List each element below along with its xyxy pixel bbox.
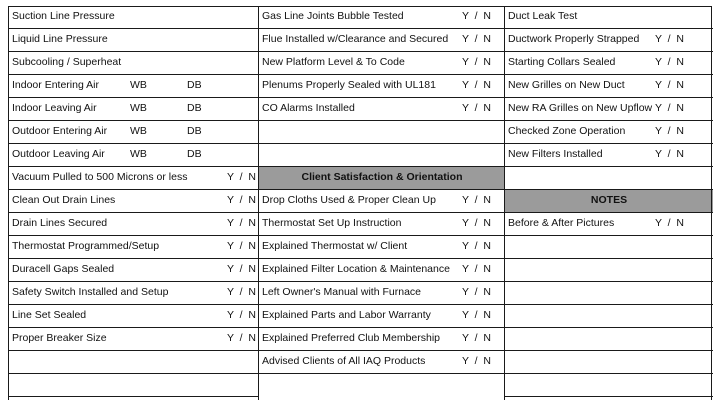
yes-no-choice[interactable]: Y / N xyxy=(655,217,684,229)
wet-bulb-label: WB xyxy=(130,125,147,137)
checklist-row xyxy=(9,374,259,397)
checklist-item-label: Plenums Properly Sealed with UL181 xyxy=(262,79,436,91)
checklist-row xyxy=(505,144,713,167)
checklist-item-label: Safety Switch Installed and Setup xyxy=(12,286,169,298)
checklist-row xyxy=(259,98,505,121)
checklist-item-label: Explained Thermostat w/ Client xyxy=(262,240,408,252)
checklist-item-label: New Platform Level & To Code xyxy=(262,56,405,68)
checklist-row xyxy=(9,351,259,374)
yes-no-choice[interactable]: Y / N xyxy=(462,263,491,275)
yes-no-choice[interactable]: Y / N xyxy=(655,125,684,137)
checklist-item-label: Line Set Sealed xyxy=(12,309,87,321)
yes-no-choice[interactable]: Y / N xyxy=(227,286,256,298)
yes-no-choice[interactable]: Y / N xyxy=(227,217,256,229)
checklist-row xyxy=(505,328,713,351)
checklist-item-label: Explained Filter Location & Maintenance xyxy=(262,263,450,275)
checklist-item-label: Suction Line Pressure xyxy=(12,10,115,22)
yes-no-choice[interactable]: Y / N xyxy=(227,263,256,275)
checklist-row xyxy=(505,167,713,190)
section-header-label: NOTES xyxy=(590,194,628,206)
wet-bulb-label: WB xyxy=(130,148,147,160)
checklist-row xyxy=(505,6,713,29)
yes-no-choice[interactable]: Y / N xyxy=(462,355,491,367)
checklist-item-label: Outdoor Leaving Air xyxy=(12,148,105,160)
yes-no-choice[interactable]: Y / N xyxy=(655,148,684,160)
checklist-item-label: New Filters Installed xyxy=(508,148,603,160)
checklist-item-label: Starting Collars Sealed xyxy=(508,56,616,68)
checklist-row xyxy=(259,75,505,98)
checklist-item-label: Thermostat Programmed/Setup xyxy=(12,240,160,252)
dry-bulb-label: DB xyxy=(187,148,202,160)
yes-no-choice[interactable]: Y / N xyxy=(462,194,491,206)
checklist-item-label: Advised Clients of All IAQ Products xyxy=(262,355,426,367)
checklist-item-label: Liquid Line Pressure xyxy=(12,33,108,45)
checklist-row xyxy=(259,190,505,213)
checklist-row xyxy=(9,121,259,144)
yes-no-choice[interactable]: Y / N xyxy=(462,33,491,45)
checklist-column-2 xyxy=(258,6,505,400)
checklist-item-label: Explained Preferred Club Membership xyxy=(262,332,441,344)
checklist-item-label: Clean Out Drain Lines xyxy=(12,194,116,206)
checklist-item-label: New Grilles on New Duct xyxy=(508,79,625,91)
wet-bulb-label: WB xyxy=(130,102,147,114)
yes-no-choice[interactable]: Y / N xyxy=(227,332,256,344)
checklist-column-3 xyxy=(504,6,713,400)
checklist-item-label: Proper Breaker Size xyxy=(12,332,107,344)
checklist-item-label: Drop Cloths Used & Proper Clean Up xyxy=(262,194,436,206)
checklist-row xyxy=(9,190,259,213)
yes-no-choice[interactable]: Y / N xyxy=(462,79,491,91)
checklist-row xyxy=(505,121,713,144)
dry-bulb-label: DB xyxy=(187,79,202,91)
checklist-row xyxy=(259,213,505,236)
checklist-row xyxy=(505,282,713,305)
checklist-item-label: New RA Grilles on New Upflow xyxy=(508,102,653,114)
checklist-row xyxy=(9,328,259,351)
section-header xyxy=(505,190,713,213)
checklist-row xyxy=(9,213,259,236)
yes-no-choice[interactable]: Y / N xyxy=(227,171,256,183)
checklist-item-label: Gas Line Joints Bubble Tested xyxy=(262,10,404,22)
yes-no-choice[interactable]: Y / N xyxy=(462,56,491,68)
checklist-row xyxy=(9,52,259,75)
checklist-row xyxy=(259,144,505,167)
checklist-row xyxy=(259,328,505,351)
checklist-row xyxy=(505,75,713,98)
checklist-row xyxy=(259,282,505,305)
checklist-item-label: Vacuum Pulled to 500 Microns or less xyxy=(12,171,188,183)
yes-no-choice[interactable]: Y / N xyxy=(462,217,491,229)
checklist-row xyxy=(259,259,505,282)
checklist-column-1 xyxy=(8,6,259,400)
checklist-item-label: Flue Installed w/Clearance and Secured xyxy=(262,33,449,45)
checklist-row xyxy=(259,305,505,328)
table-right-border xyxy=(711,6,712,400)
checklist-row xyxy=(9,144,259,167)
checklist-row xyxy=(505,29,713,52)
checklist-item-label: Outdoor Entering Air xyxy=(12,125,108,137)
checklist-row xyxy=(259,236,505,259)
checklist-row xyxy=(9,305,259,328)
yes-no-choice[interactable]: Y / N xyxy=(227,194,256,206)
checklist-row xyxy=(9,29,259,52)
yes-no-choice[interactable]: Y / N xyxy=(655,102,684,114)
checklist-row xyxy=(9,167,259,190)
checklist-item-label: CO Alarms Installed xyxy=(262,102,355,114)
checklist-item-label: Explained Parts and Labor Warranty xyxy=(262,309,431,321)
checklist-row xyxy=(505,374,713,397)
checklist-row xyxy=(9,98,259,121)
checklist-row xyxy=(505,213,713,236)
checklist-row xyxy=(259,52,505,75)
checklist-item-label: Indoor Leaving Air xyxy=(12,102,97,114)
checklist-row xyxy=(9,282,259,305)
yes-no-choice[interactable]: Y / N xyxy=(462,10,491,22)
yes-no-choice[interactable]: Y / N xyxy=(462,286,491,298)
yes-no-choice[interactable]: Y / N xyxy=(227,309,256,321)
checklist-item-label: Drain Lines Secured xyxy=(12,217,108,229)
yes-no-choice[interactable]: Y / N xyxy=(462,332,491,344)
section-header-label: Client Satisfaction & Orientation xyxy=(301,171,463,183)
yes-no-choice[interactable]: Y / N xyxy=(655,56,684,68)
checklist-item-label: Duracell Gaps Sealed xyxy=(12,263,115,275)
checklist-row xyxy=(9,259,259,282)
checklist-item-label: Checked Zone Operation xyxy=(508,125,626,137)
yes-no-choice[interactable]: Y / N xyxy=(462,309,491,321)
checklist-row xyxy=(259,121,505,144)
checklist-row xyxy=(505,236,713,259)
checklist-row xyxy=(505,52,713,75)
dry-bulb-label: DB xyxy=(187,102,202,114)
checklist-row xyxy=(505,305,713,328)
checklist-row xyxy=(505,259,713,282)
checklist-row xyxy=(505,98,713,121)
section-header xyxy=(259,167,505,190)
checklist-item-label: Indoor Entering Air xyxy=(12,79,99,91)
checklist-row xyxy=(9,75,259,98)
checklist-item-label: Subcooling / Superheat xyxy=(12,56,122,68)
checklist-row xyxy=(259,29,505,52)
checklist-row xyxy=(259,6,505,29)
yes-no-choice[interactable]: Y / N xyxy=(655,79,684,91)
yes-no-choice[interactable]: Y / N xyxy=(227,240,256,252)
checklist-row xyxy=(259,351,505,374)
checklist-row xyxy=(505,351,713,374)
checklist-item-label: Ductwork Properly Strapped xyxy=(508,33,640,45)
checklist-row xyxy=(9,236,259,259)
yes-no-choice[interactable]: Y / N xyxy=(655,33,684,45)
checklist-item-label: Thermostat Set Up Instruction xyxy=(262,217,402,229)
checklist-row xyxy=(9,6,259,29)
installation-checklist xyxy=(8,6,712,400)
wet-bulb-label: WB xyxy=(130,79,147,91)
checklist-item-label: Before & After Pictures xyxy=(508,217,615,229)
checklist-item-label: Duct Leak Test xyxy=(508,10,578,22)
yes-no-choice[interactable]: Y / N xyxy=(462,240,491,252)
yes-no-choice[interactable]: Y / N xyxy=(462,102,491,114)
dry-bulb-label: DB xyxy=(187,125,202,137)
checklist-item-label: Left Owner's Manual with Furnace xyxy=(262,286,421,298)
